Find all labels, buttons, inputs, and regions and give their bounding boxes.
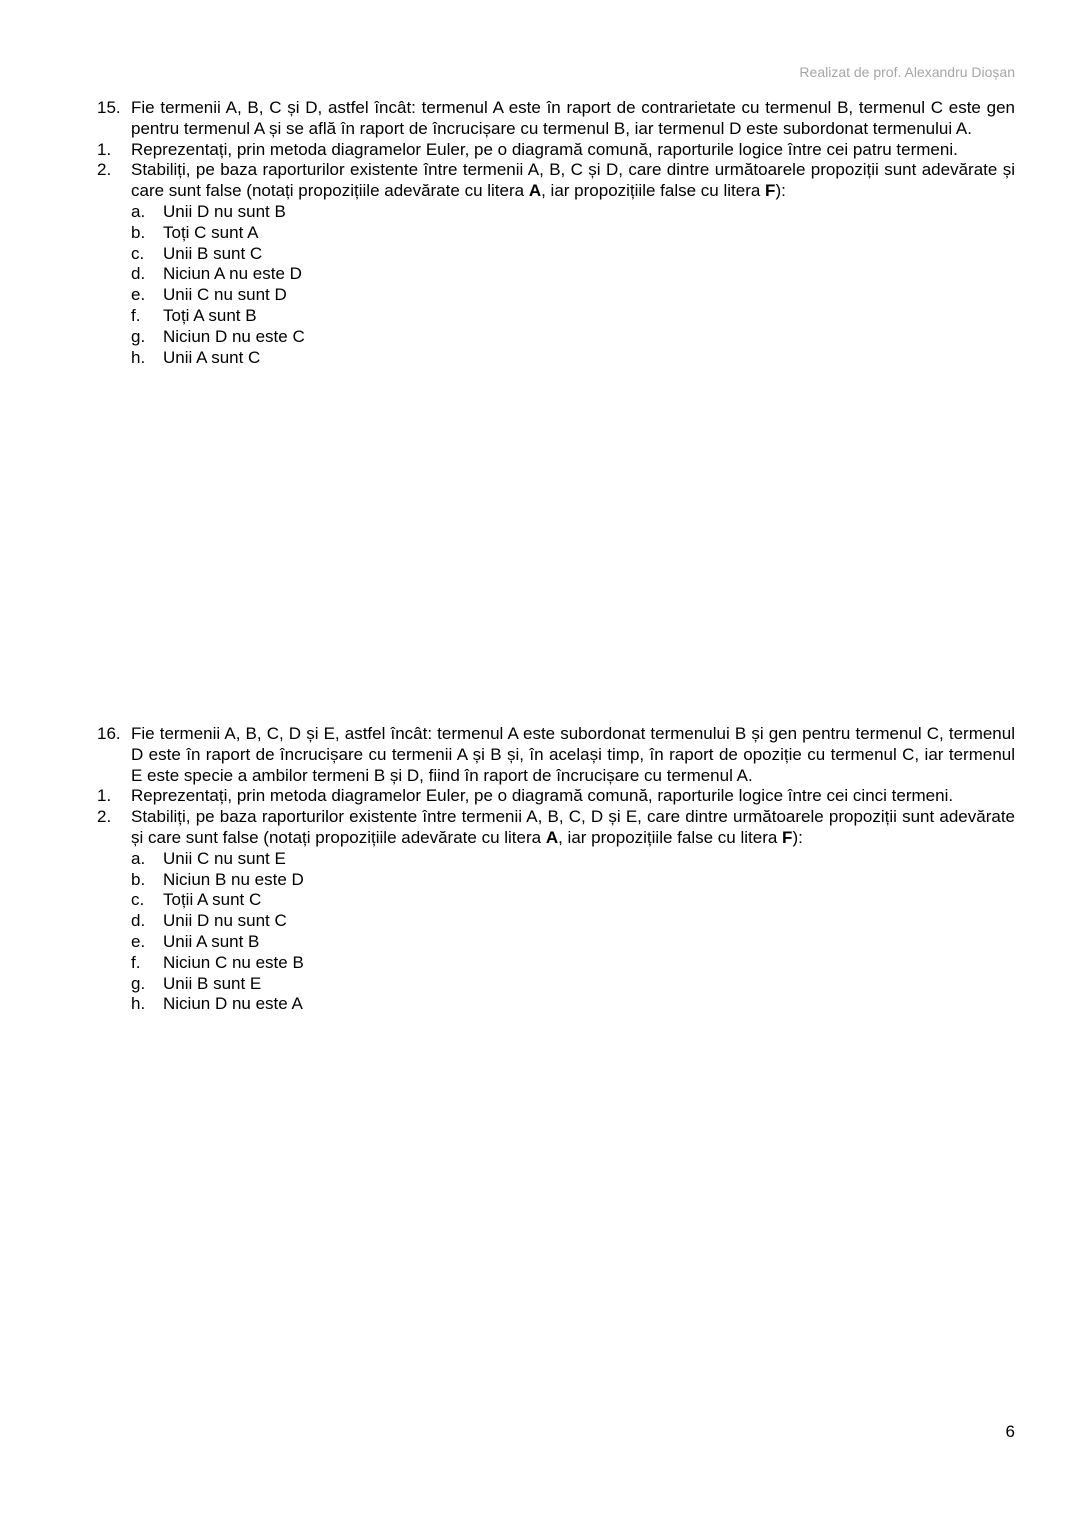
task-text-part: Stabiliți, pe baza raporturilor existente între termenii A, B, C și D, care dintre următoarele propoziții sunt adevărate și care sunt false (notați propozițiile adevărate cu litera <box>131 160 1015 201</box>
option-letter: d. <box>131 264 146 284</box>
task-text-part: , iar propozițiile false cu litera <box>558 827 783 847</box>
task-1 <box>97 786 1015 807</box>
task-text: Reprezentați, prin metoda diagramelor Euler, pe o diagramă comună, raporturile logice între cei cinci termeni. <box>131 786 954 806</box>
option-letter: a. <box>131 201 146 221</box>
option-item <box>97 994 1015 1015</box>
option-item <box>97 870 1015 891</box>
option-text: Toții A sunt C <box>163 890 262 910</box>
problem-statement-text: Fie termenii A, B, C, D și E, astfel încât: termenul A este subordonat termenului B și gen pentru termenul C, termenul D este în raport de încrucișare cu termenii A și B și, în același timp, în raport de opoziție cu termenul C, iar termenul E este specie a ambilor termeni B și D, fiind în raport de încrucișare cu termenul A. <box>131 724 1015 785</box>
problem-statement <box>97 98 1015 140</box>
option-item <box>97 223 1015 244</box>
option-item <box>97 348 1015 369</box>
task-text <box>131 160 1015 202</box>
option-letter: d. <box>131 911 146 931</box>
false-letter: F <box>782 827 793 847</box>
problem-number: 15. <box>97 98 121 117</box>
option-letter: g. <box>131 326 146 346</box>
option-item <box>97 974 1015 995</box>
option-item <box>97 244 1015 265</box>
option-item <box>97 285 1015 306</box>
problem-statement <box>97 724 1015 786</box>
option-item <box>97 953 1015 974</box>
option-text: Unii C nu sunt E <box>163 848 286 868</box>
option-item <box>97 932 1015 953</box>
option-letter: h. <box>131 994 146 1014</box>
option-letter: f. <box>131 305 141 325</box>
problem-statement-text: Fie termenii A, B, C și D, astfel încât: termenul A este în raport de contrarietate cu termenul B, termenul C este gen pentru termenul A și se află în raport de încrucișare cu termenul B, iar termenul D este subordonat termenului A. <box>131 98 1015 138</box>
option-text: Unii A sunt C <box>163 347 261 367</box>
task-text-part: Stabiliți, pe baza raporturilor existente între termenii A, B, C, D și E, care dintre următoarele propoziții sunt adevărate și care sunt false (notați propozițiile adevărate cu litera <box>131 807 1015 847</box>
true-letter: A <box>528 181 542 201</box>
option-text: Toți A sunt B <box>163 305 257 325</box>
option-text: Unii D nu sunt B <box>163 201 286 221</box>
task-number: 1. <box>97 786 112 806</box>
task-text-part: ): <box>775 181 786 201</box>
option-text: Unii A sunt B <box>163 931 260 951</box>
option-text: Niciun D nu este A <box>163 994 303 1014</box>
option-letter: a. <box>131 848 146 868</box>
task-number: 2. <box>97 807 112 827</box>
option-letter: h. <box>131 347 146 367</box>
options-list <box>97 202 1015 368</box>
true-letter: A <box>545 827 559 847</box>
option-item <box>97 849 1015 870</box>
option-text: Unii C nu sunt D <box>163 285 287 305</box>
option-letter: e. <box>131 285 146 305</box>
options-list <box>97 849 1015 1015</box>
problem-15 <box>97 98 1015 368</box>
option-item <box>97 911 1015 932</box>
option-text: Unii B sunt E <box>163 973 262 993</box>
option-letter: c. <box>131 243 145 263</box>
task-number: 1. <box>97 139 112 159</box>
option-letter: g. <box>131 973 146 993</box>
option-text: Niciun B nu este D <box>163 869 304 889</box>
option-text: Niciun C nu este B <box>163 952 304 972</box>
page-header-author: Realizat de prof. Alexandru Dioșan <box>799 64 1015 80</box>
option-letter: b. <box>131 222 146 242</box>
false-letter: F <box>765 181 776 201</box>
task-number: 2. <box>97 160 112 180</box>
task-text-part: ): <box>792 827 803 847</box>
option-item <box>97 327 1015 348</box>
option-text: Niciun D nu este C <box>163 326 305 346</box>
option-letter: e. <box>131 931 146 951</box>
task-1 <box>97 140 1015 161</box>
task-text: Reprezentați, prin metoda diagramelor Euler, pe o diagramă comună, raporturile logice între cei patru termeni. <box>131 139 958 159</box>
option-text: Toți C sunt A <box>163 222 259 242</box>
problem-number: 16. <box>97 724 121 743</box>
task-2 <box>97 807 1015 849</box>
option-letter: b. <box>131 869 146 889</box>
task-text <box>131 807 1015 849</box>
task-2 <box>97 160 1015 202</box>
option-letter: c. <box>131 890 145 910</box>
option-item <box>97 890 1015 911</box>
option-text: Unii B sunt C <box>163 243 263 263</box>
option-item <box>97 306 1015 327</box>
option-item <box>97 264 1015 285</box>
option-item <box>97 202 1015 223</box>
option-letter: f. <box>131 952 141 972</box>
option-text: Unii D nu sunt C <box>163 911 287 931</box>
page-number: 6 <box>1005 1422 1015 1441</box>
problem-16 <box>97 724 1015 1015</box>
option-text: Niciun A nu este D <box>163 264 302 284</box>
task-text-part: , iar propozițiile false cu litera <box>541 181 766 201</box>
